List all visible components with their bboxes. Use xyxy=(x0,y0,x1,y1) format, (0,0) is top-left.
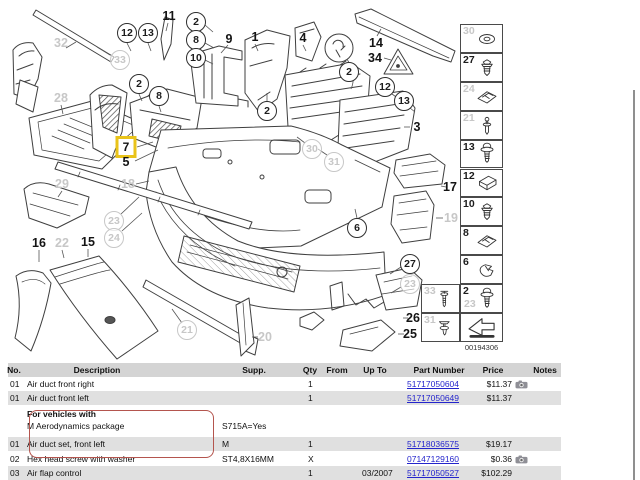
callout-13[interactable]: 13 xyxy=(138,23,158,43)
callout-11[interactable]: 11 xyxy=(162,8,176,23)
callout-13[interactable]: 13 xyxy=(394,91,414,111)
legend-label: 13 xyxy=(463,140,475,153)
callout-31[interactable]: 31 xyxy=(324,152,344,172)
legend-label: 21 xyxy=(463,111,475,124)
cell-price: $19.17 xyxy=(486,439,512,449)
part-number-link[interactable]: 51717050527 xyxy=(407,468,460,478)
m-aerodynamics-highlight-box xyxy=(29,410,214,458)
table-row xyxy=(8,377,561,391)
callout-17[interactable]: 17 xyxy=(443,179,457,194)
callout-23[interactable]: 23 xyxy=(104,211,124,231)
photo-icon[interactable] xyxy=(515,455,528,464)
cell-price: $11.37 xyxy=(486,393,512,403)
col-header-supp: Supp. xyxy=(242,365,266,375)
callout-26[interactable]: 26 xyxy=(406,310,420,325)
cell-qty: 1 xyxy=(308,393,313,403)
col-header-no: No. xyxy=(7,365,21,375)
col-header-description: Description xyxy=(73,365,121,375)
part-number-link[interactable]: 51718036575 xyxy=(407,439,460,449)
callout-4[interactable]: 4 xyxy=(299,30,307,45)
callout-33[interactable]: 33 xyxy=(110,50,130,70)
legend-label: 27 xyxy=(463,53,475,66)
col-header-from: From xyxy=(326,365,348,375)
callout-22[interactable]: 22 xyxy=(55,235,69,250)
callout-25[interactable]: 25 xyxy=(403,326,417,341)
callout-16[interactable]: 16 xyxy=(32,235,46,250)
legend-label: 8 xyxy=(463,227,469,240)
callout-2[interactable]: 2 xyxy=(257,101,277,121)
cell-notes-photo xyxy=(515,453,528,463)
legend-label: 2 xyxy=(463,285,469,298)
cell-description: Air duct front right xyxy=(27,379,95,389)
callout-8[interactable]: 8 xyxy=(186,30,206,50)
callout-30[interactable]: 30 xyxy=(302,139,322,159)
callout-1[interactable]: 1 xyxy=(251,29,259,44)
callout-3[interactable]: 3 xyxy=(413,119,421,134)
callout-32[interactable]: 32 xyxy=(54,35,68,50)
cell-no: 01 xyxy=(10,393,20,403)
col-header-qty: Qty xyxy=(302,365,318,375)
cell-description: Air duct set, front left xyxy=(27,439,105,449)
callout-14[interactable]: 14 xyxy=(369,35,383,50)
callout-28[interactable]: 28 xyxy=(54,90,68,105)
callout-21[interactable]: 21 xyxy=(177,320,197,340)
callout-12[interactable]: 12 xyxy=(375,77,395,97)
note-supp-code: S715A=Yes xyxy=(222,421,267,431)
table-row xyxy=(8,391,561,405)
table-header-row xyxy=(8,363,561,377)
cell-no: 01 xyxy=(10,439,20,449)
cell-qty: X xyxy=(308,453,314,464)
callout-2[interactable]: 2 xyxy=(339,62,359,82)
cell-notes-photo xyxy=(515,379,528,389)
callout-5[interactable]: 5 xyxy=(122,154,130,169)
cell-qty: 1 xyxy=(308,379,313,389)
legend-label: 31 xyxy=(424,314,436,326)
note-line-1: For vehicles with xyxy=(27,409,96,419)
callout-15[interactable]: 15 xyxy=(81,234,95,249)
legend-label: 6 xyxy=(463,256,469,269)
legend-label: 33 xyxy=(424,285,436,298)
callout-23[interactable]: 23 xyxy=(400,274,420,294)
cell-supp: M xyxy=(222,439,230,449)
cell-qty: 1 xyxy=(308,468,313,478)
cell-no: 01 xyxy=(10,379,20,389)
part-number-link[interactable]: 51717050604 xyxy=(407,379,460,389)
col-header-price: Price xyxy=(482,365,504,375)
legend-label: 24 xyxy=(463,82,475,95)
callout-9[interactable]: 9 xyxy=(225,31,233,46)
col-header-upto: Up To xyxy=(363,365,387,375)
note-line-2: M Aerodynamics package xyxy=(27,421,125,431)
part-number-link[interactable]: 51717050649 xyxy=(407,393,460,403)
callout-24[interactable]: 24 xyxy=(104,228,124,248)
legend-sub-label: 23 xyxy=(464,298,476,311)
callout-27[interactable]: 27 xyxy=(400,254,420,274)
cell-no: 03 xyxy=(10,468,20,478)
table-row xyxy=(8,466,561,480)
cell-up-to: 03/2007 xyxy=(362,468,393,478)
callout-34[interactable]: 34 xyxy=(368,50,382,65)
callout-8[interactable]: 8 xyxy=(149,86,169,106)
callout-6[interactable]: 6 xyxy=(347,218,367,238)
legend-label: 10 xyxy=(463,198,475,211)
callout-10[interactable]: 10 xyxy=(186,48,206,68)
cell-description: Air duct front left xyxy=(27,393,89,403)
cell-description: Hex head screw with washer xyxy=(27,453,136,464)
cell-supp: ST4,8X16MM xyxy=(222,453,274,464)
callout-2[interactable]: 2 xyxy=(186,12,206,32)
cell-no: 02 xyxy=(10,453,20,464)
callout-29[interactable]: 29 xyxy=(55,176,69,191)
cell-price: $0.36 xyxy=(490,453,512,464)
col-header-notes: Notes xyxy=(533,365,557,375)
cell-qty: 1 xyxy=(308,439,313,449)
cell-price: $102.29 xyxy=(481,468,512,478)
diagram-image-code: 00194306 xyxy=(464,343,499,352)
part-number-link[interactable]: 07147129160 xyxy=(407,453,460,464)
callout-2[interactable]: 2 xyxy=(129,74,149,94)
callout-7[interactable]: 7 xyxy=(116,136,137,158)
legend-label: 30 xyxy=(463,25,475,37)
callout-19[interactable]: 19 xyxy=(444,210,458,225)
photo-icon[interactable] xyxy=(515,380,528,389)
cell-description: Air flap control xyxy=(27,468,82,478)
callout-18[interactable]: 18 xyxy=(121,176,135,191)
cell-price: $11.37 xyxy=(486,379,512,389)
callout-20[interactable]: 20 xyxy=(258,329,272,344)
callout-12[interactable]: 12 xyxy=(117,23,137,43)
legend-label: 12 xyxy=(463,169,475,182)
col-header-partnumber: Part Number xyxy=(413,365,465,375)
